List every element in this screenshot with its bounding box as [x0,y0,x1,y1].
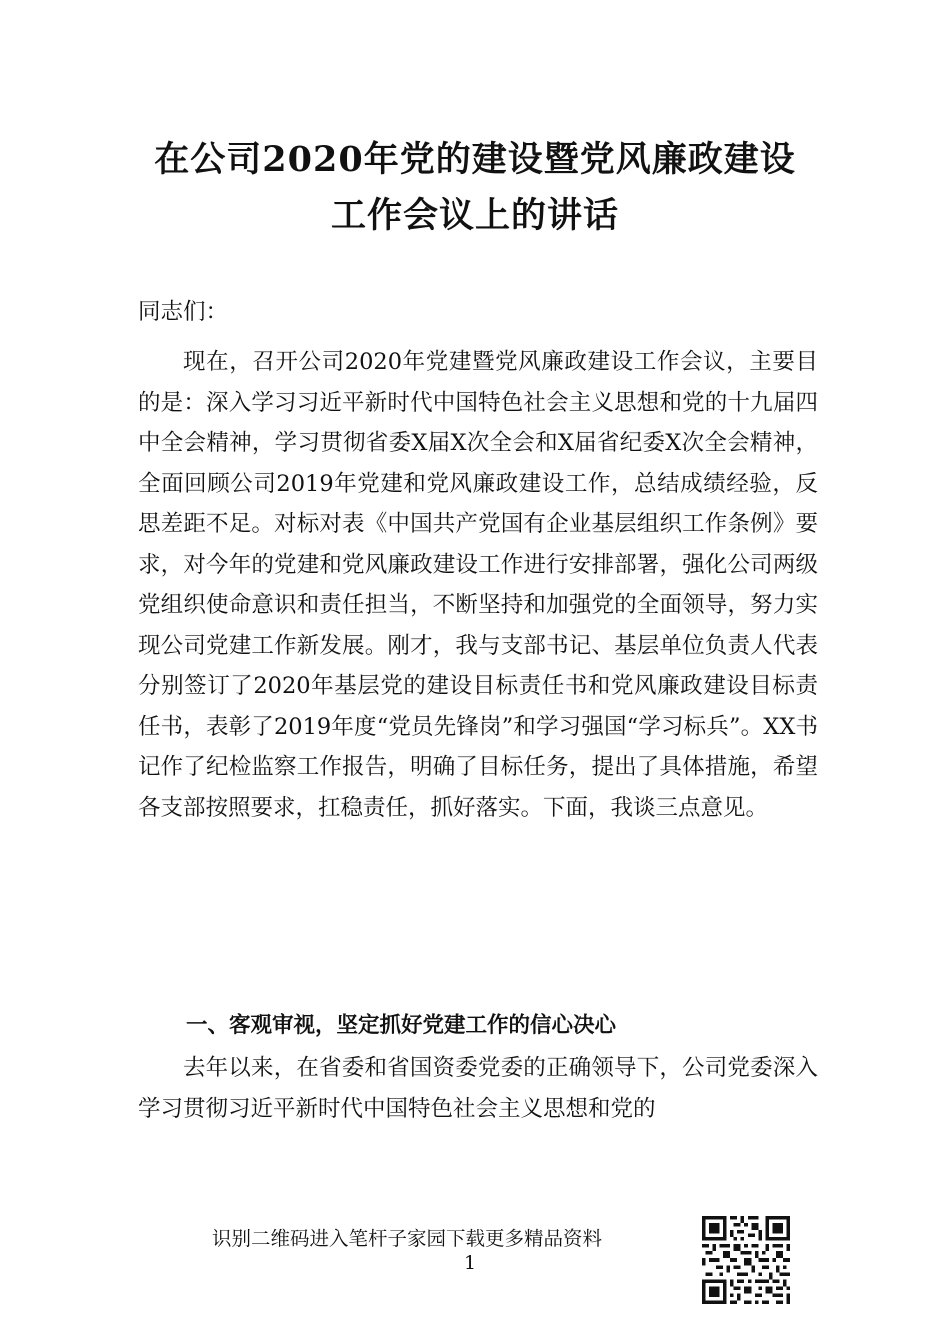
document-title-line-1: 在公司2020年党的建设暨党风廉政建设 [154,139,796,180]
body-paragraph-2: 去年以来，在省委和省国资委党委的正确领导下，公司党委深入学习贯彻习近平新时代中国特色社会主义思想和党的 [138,1055,818,1122]
document-title-line-2: 工作会议上的讲话 [330,195,619,236]
section-heading-1: 一、客观审视，坚定抓好党建工作的信心决心 [186,1013,617,1038]
footer-note: 识别二维码进入笔杆子家园下载更多精品资料 [212,1227,603,1250]
qr-code-icon [702,1216,790,1304]
page-number: 1 [464,1252,477,1274]
body-paragraph-1: 现在，召开公司2020年党建暨党风廉政建设工作会议，主要目的是：深入学习习近平新时代中国特色社会主义思想和党的十九届四中全会精神，学习贯彻省委X届X次全会和X届省纪委X次全会精神，全面回顾公司2019年党建和党风廉政建设工作，总结成绩经验，反思差距不足。对标对表《中国共产党国有企业基层组织工作条例》要求，对今年的党建和党风廉政建设工作进行安排部署，强化公司两级党组织使命意识和责任担当，不断坚持和加强党的全面领导，努力实现公司党建工作新发展。刚才，我与支部书记、基层单位负责人代表分别签订了2020年基层党的建设目标责任书和党风廉政建设目标责任书，表彰了2019年度“党员先锋岗”和学习强国“学习标兵”。XX书记作了纪检监察工作报告，明确了目标任务，提出了具体措施，希望各支部按照要求，扛稳责任，抓好落实。下面，我谈三点意见。 [138,349,818,821]
greeting: 同志们： [138,299,229,325]
